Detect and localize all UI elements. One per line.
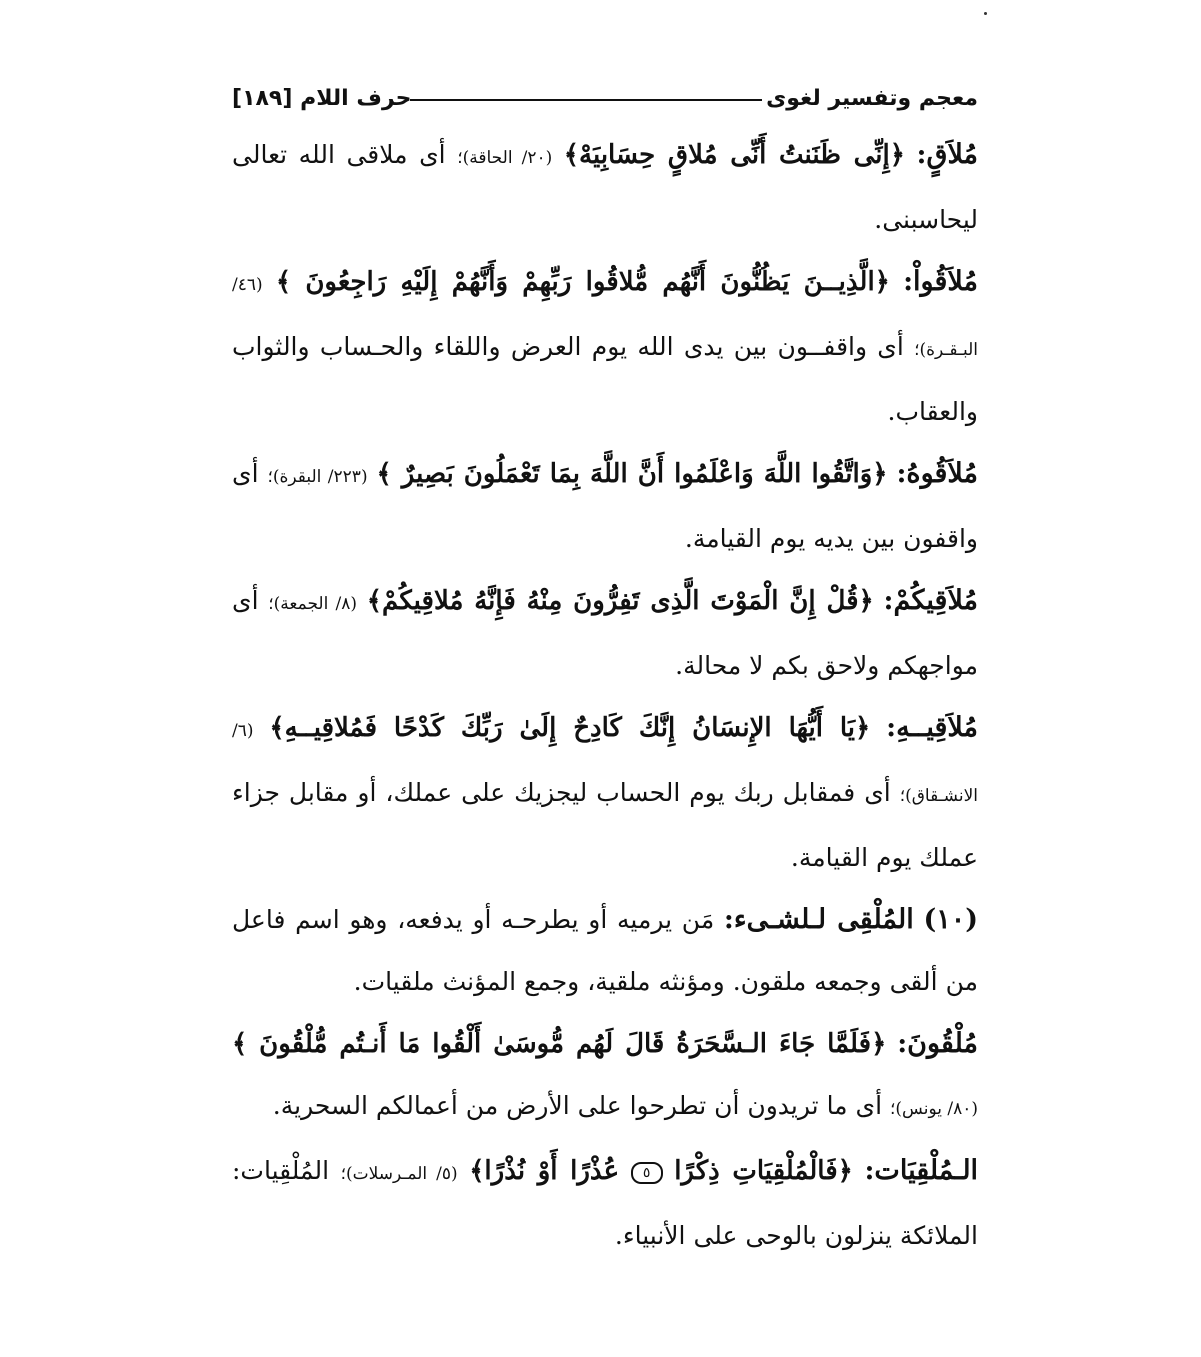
verse-reference: (٦/ الانشـقاق)؛ [232,721,978,806]
chapter-name: حرف اللام [300,86,412,111]
quran-verse: ﴿إِنِّى ظَنَنتُ أَنِّى مُلاقٍ حِسَابِيَهْ﴾ [563,140,905,170]
entry-head: الـمُلْقِيَات: [864,1155,979,1186]
entry-head: مُلاَقُوهُ: [896,458,978,489]
page-number: [١٨٩] [232,86,293,111]
entry-head: مُلاَقٍ: [916,139,979,170]
quran-verse: ﴿وَاتَّقُوا اللَّهَ وَاعْلَمُوا أَنَّ اللَّهَ بِمَا تَعْمَلُونَ بَصِيرٌ ﴾ [376,459,888,489]
entry-mulaq [232,124,978,251]
entry-text: أى ما تريدون أن تطرحوا على الأرض من أعمالكم السحرية. [272,1091,883,1120]
entry-mulaqu [232,251,978,443]
verse-reference: (٨٠/ يونس)؛ [890,1099,978,1119]
entry-almulqiyat [232,1140,978,1267]
verse-reference: (٢٠/ الحاقة)؛ [457,148,553,168]
section-head: المُلْقِى لـلشـىء: [723,904,914,935]
section-number: (١٠) [923,904,979,935]
quran-verse: ﴿فَلَمَّا جَاءَ الـسَّحَرَةُ قَالَ لَهُم مُّوسَىٰ أَلْقُوا مَا أَنـتُم مُّلْقُونَ ﴾ [232,1029,887,1059]
entry-head: مُلاَقُواْ: [903,266,978,297]
entry-mulaquhu [232,443,978,570]
entry-head: مُلاَقِيــهِ: [886,712,978,743]
entry-text: أى واقفــون بين يدى الله يوم العرض واللقاء والحـساب والثواب والعقاب. [232,332,978,426]
quran-verse: ﴿الَّذِيــنَ يَظُنُّونَ أَنَّهُم مُّلاقُوا رَبِّهِمْ وَأَنَّهُمْ إِلَيْهِ رَاجِعُونَ ﴾ [275,267,890,297]
verse-reference: (٥/ المـرسلات)؛ [340,1164,458,1184]
ayah-number-marker: ٥ [631,1162,663,1184]
entry-mulqun [232,1013,978,1140]
running-header [232,80,978,124]
entry-head: مُلاَقِيكُمْ: [883,585,979,616]
entry-text: المُلْقِيات: الملائكة ينزلون بالوحى على الأنبياء. [232,1156,978,1250]
book-title: معجم وتفسير لغوى [766,86,978,111]
quran-verse-part-a: ﴿فَالْمُلْقِيَاتِ ذِكْرًا [674,1156,853,1186]
entry-text: أى فمقابل ربك يوم الحساب ليجزيك على عملك، أو مقابل جزاء عملك يوم القيامة. [232,778,978,872]
quran-verse-part-b: عُذْرًا أَوْ نُذْرًا﴾ [469,1156,620,1186]
chapter-title [232,86,411,111]
page-body [232,80,978,1267]
entry-text: أى واقفون بين يديه يوم القيامة. [232,459,978,553]
verse-reference: (٢٢٣/ البقرة)؛ [267,467,368,487]
verse-reference: (٤٦/ البـقـرة)؛ [232,275,978,360]
entry-mulaqihi [232,697,978,889]
quran-verse: ﴿يَا أَيُّهَا الإِنسَانُ إِنَّكَ كَادِحٌ إِلَىٰ رَبِّكَ كَدْحًا فَمُلاقِيــهِ﴾ [269,713,871,743]
entry-head: مُلْقُونَ: [897,1028,978,1059]
section-almulqi [232,889,978,1013]
entry-mulaqikum [232,570,978,697]
section-text: مَن يرميه أو يطرحـه أو يدفعه، وهو اسم فاعل من ألقى وجمعه ملقون. ومؤنثه ملقية، وجمع المؤنث ملقيات. [232,905,978,996]
entry-text: أى مواجهكم ولاحق بكم لا محالة. [232,586,978,680]
header-rule [410,99,762,101]
scan-speck [984,12,987,15]
entry-text: أى ملاقى الله تعالى ليحاسبنى. [232,140,978,234]
verse-reference: (٨/ الجمعة)؛ [268,594,358,614]
quran-verse: ﴿قُلْ إِنَّ الْمَوْتَ الَّذِى تَفِرُّونَ مِنْهُ فَإِنَّهُ مُلاقِيكُمْ﴾ [366,586,874,616]
